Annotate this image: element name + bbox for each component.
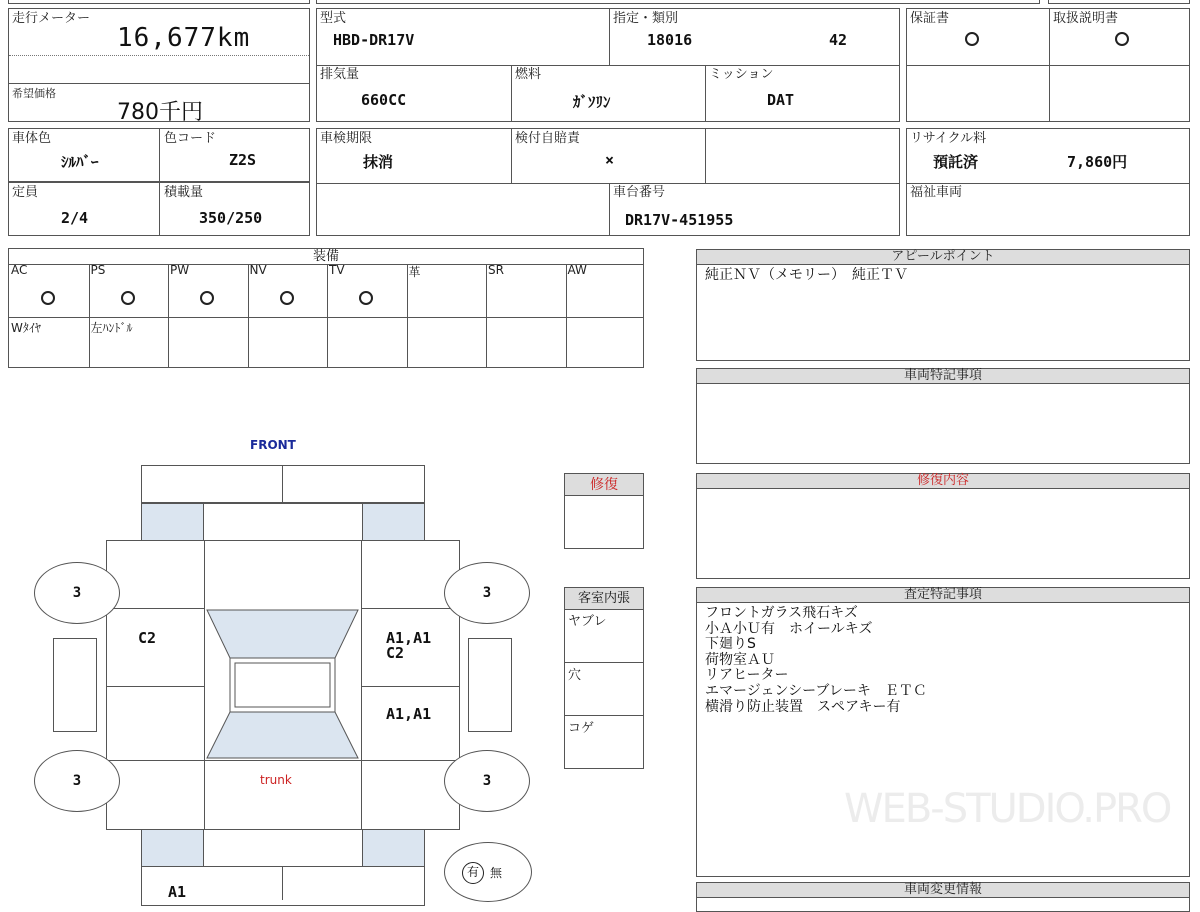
interior-item-hole: 穴 [568,668,582,683]
divider [9,83,309,84]
equipment-check-icon [280,291,294,305]
divider [106,686,204,687]
divider [106,608,204,609]
designation-label: 指定・類別 [613,11,679,26]
warranty-label: 保証書 [910,11,950,26]
divider [248,265,249,367]
windshield-roof-diagram [204,608,361,761]
recycle-label: リサイクル料 [910,131,987,146]
price-label: 希望価格 [12,87,56,100]
rear-left-pillar [141,829,204,867]
manual-label: 取扱説明書 [1053,11,1119,26]
displacement-label: 排気量 [320,67,360,82]
interior-box [564,587,644,769]
wheel-rear-right: 3 [444,750,530,812]
model-box [316,8,900,122]
equipment-item-label: 左ﾊﾝﾄﾞﾙ [90,321,133,335]
load-label: 積載量 [164,185,204,200]
mileage-label: 走行メーター [12,11,91,26]
model-value: HBD-DR17V [333,31,415,49]
divider [609,9,610,65]
equipment-check-icon [41,291,55,305]
code-right-front-2: C2 [386,644,405,662]
hood [203,503,363,541]
capacity-value: 2/4 [61,209,89,227]
fuel-label: 燃料 [515,67,542,82]
equipment-item-label: 革 [408,265,421,279]
mission-label: ミッション [709,67,774,82]
divider [609,183,610,235]
equipment-check-icon [121,291,135,305]
spare-tire-circle [444,842,532,902]
divider [282,465,283,503]
color-code-label: 色コード [164,131,217,146]
divider [282,866,283,900]
interior-title: 客室内張 [565,588,643,610]
assessment-title: 査定特記事項 [697,588,1189,603]
divider [159,129,160,181]
equipment-check-icon [200,291,214,305]
roof [230,658,335,712]
appeal-panel [696,249,1190,361]
chassis-label: 車台番号 [613,185,666,200]
mileage-value: 16,677km [117,23,251,53]
code-bottom-left: A1 [168,883,187,901]
divider [327,265,328,367]
interior-item-tear: ヤブレ [568,614,607,629]
divider [317,65,899,66]
divider [511,65,512,121]
designation-number: 18016 [647,31,693,49]
special-notes-title: 車両特記事項 [697,369,1189,384]
divider [705,65,706,121]
mileage-box [8,8,310,125]
body-color-label: 車体色 [12,131,52,146]
insurance-label: 検付自賠責 [515,131,581,146]
capacity-box [8,182,310,236]
category-number: 42 [829,31,848,49]
top-stub-right [1048,0,1190,4]
chassis-value: DR17V-451955 [625,211,734,229]
appeal-title: アピールポイント [697,250,1189,265]
body-color-value: ｼﾙﾊﾞｰ [61,153,99,171]
displacement-value: 660CC [361,91,407,109]
left-mirror [53,638,97,732]
recycle-amount: 7,860円 [1067,153,1128,171]
front-bumper [141,465,425,503]
code-right-front-1: A1,A1 [386,629,432,647]
divider [159,183,160,235]
assessment-line-1: フロントガラス飛石キズ [705,605,858,621]
divider [407,265,408,367]
assessment-line-5: リアヒーター [705,667,789,684]
welfare-label: 福祉車両 [910,185,963,200]
inspection-box [316,128,900,236]
divider [705,129,706,183]
divider [907,65,1189,66]
rear-right-pillar [362,829,425,867]
windshield [207,610,358,658]
divider [361,540,362,830]
trunk-label: trunk [260,773,292,787]
spare-yes-label: 有 [466,865,479,879]
divider [486,265,487,367]
equipment-item-label: SR [488,263,504,277]
model-label: 型式 [320,11,347,26]
code-left-front: C2 [138,629,157,647]
divider [168,265,169,367]
repair-detail-title: 修復内容 [697,474,1189,489]
code-right-rear: A1,A1 [386,705,432,723]
recycle-box [906,128,1190,236]
recycle-status: 預託済 [933,153,979,171]
divider [361,686,460,687]
warranty-box [906,8,1190,122]
equipment-item-label: AW [567,263,587,277]
change-info-panel [696,882,1190,912]
assessment-panel [696,587,1190,877]
mileage-dotted-line [9,55,309,56]
front-left-pillar [141,503,204,541]
assessment-line-2: 小Ａ小Ｕ有 ホイールキズ [705,620,873,637]
change-info-title: 車両変更情報 [697,883,1189,898]
equipment-item-label: AC [11,263,28,277]
spare-no-label: 無 [490,866,503,880]
insurance-value: × [605,151,615,169]
wheel-front-right: 3 [444,562,530,624]
spare-yes-icon [462,862,484,884]
mission-value: DAT [767,91,795,109]
front-right-pillar [362,503,425,541]
assessment-line-6: エマージェンシーブレーキ ＥＴＣ [705,683,927,699]
repair-title: 修復 [565,474,643,496]
appeal-text: 純正ＮＶ（メモリー） 純正ＴＶ [705,267,908,283]
equipment-item-label: TV [329,263,345,277]
repair-detail-panel [696,473,1190,579]
price-value: 780千円 [117,100,203,125]
wheel-rear-left: 3 [34,750,120,812]
color-code-value: Z2S [229,151,257,169]
divider [511,129,512,183]
divider [89,265,90,367]
divider [565,662,643,663]
front-label: FRONT [250,438,296,452]
watermark: WEB-STUDIO.PRO [844,786,1171,832]
equipment-item-label: NV [249,263,267,277]
equipment-item-label: PW [170,263,190,277]
rear-window [207,712,358,758]
body-color-box [8,128,310,182]
assessment-line-3: 下廻りS [705,636,756,653]
wheel-front-left: 3 [34,562,120,624]
fuel-value: ｶﾞｿﾘﾝ [573,93,611,111]
divider [317,183,899,184]
assessment-line-7: 横滑り防止装置 スペアキー有 [705,698,901,715]
warranty-circle-icon [965,32,979,46]
inspection-value: 抹消 [363,153,394,171]
divider [361,608,460,609]
equipment-check-icon [359,291,373,305]
assessment-line-4: 荷物室ＡＵ [705,651,775,668]
interior-item-burn: コゲ [568,721,595,736]
divider [566,265,567,367]
equipment-table [8,264,644,368]
rear-center [203,829,363,867]
divider [9,317,643,318]
inspection-label: 車検期限 [320,131,373,146]
manual-circle-icon [1115,32,1129,46]
equipment-title: 装備 [8,248,644,264]
special-notes-panel [696,368,1190,464]
divider [565,715,643,716]
capacity-label: 定員 [12,185,39,200]
right-mirror [468,638,512,732]
load-value: 350/250 [199,209,263,227]
top-stub-mid [316,0,1040,4]
equipment-item-label: PS [90,263,106,277]
equipment-item-label: Wﾀｲﾔ [11,321,41,335]
repair-box [564,473,644,549]
top-stub-left [8,0,310,4]
